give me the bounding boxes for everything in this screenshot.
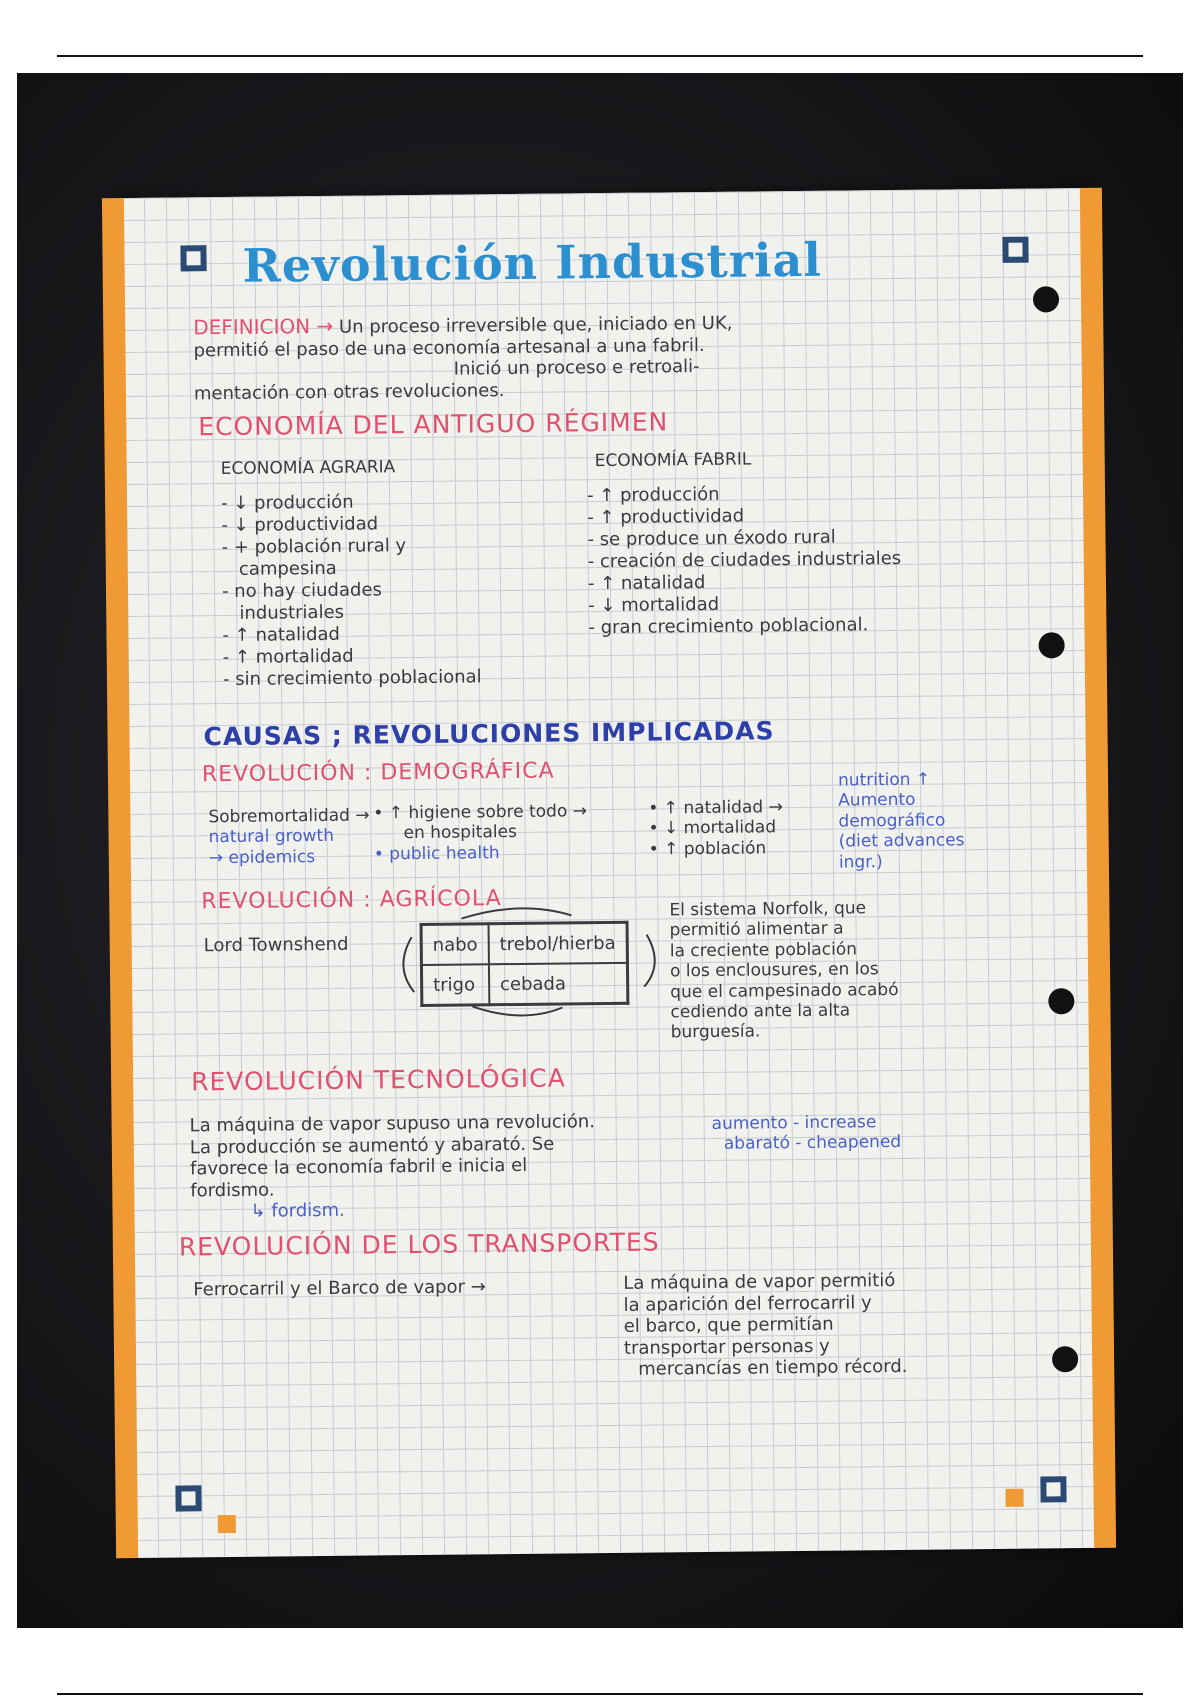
tecnologica-text xyxy=(190,1110,671,1223)
top-rule xyxy=(57,55,1143,57)
higiene-text: • ↑ higiene sobre todo → xyxy=(373,801,588,824)
list-item: industriales xyxy=(222,601,345,625)
transportes-right xyxy=(623,1269,964,1381)
vocab-notes xyxy=(712,1112,902,1155)
table-row xyxy=(421,963,627,1006)
text-line: el barco, que permitían xyxy=(623,1313,834,1338)
page-title: Revolución Industrial xyxy=(242,232,823,293)
list-item: - ↑ natalidad xyxy=(587,571,706,595)
punch-hole xyxy=(1048,988,1074,1014)
list-item: - no hay ciudades xyxy=(221,579,382,603)
punch-hole xyxy=(1033,286,1059,312)
section-heading-transportes: REVOLUCIÓN DE LOS TRANSPORTES xyxy=(178,1227,660,1262)
list-item: campesina xyxy=(221,557,337,581)
table-cell: trigo xyxy=(421,964,489,1005)
left-orange-margin xyxy=(102,198,138,1558)
norfolk-line: la creciente población xyxy=(669,939,858,962)
table-cell: nabo xyxy=(421,924,489,965)
definition-line-1: Un proceso irreversible que, iniciado en UK, xyxy=(338,312,733,338)
punch-hole xyxy=(1052,1346,1078,1372)
natural-growth-note: natural growth xyxy=(208,826,335,848)
definition-line-3: Inició un proceso e retroali- xyxy=(453,356,700,380)
economia-fabril-label: ECONOMÍA FABRIL xyxy=(594,449,752,472)
list-item: - ↓ producción xyxy=(220,491,354,515)
corner-mark-icon xyxy=(180,245,206,271)
lord-townshend: Lord Townshend xyxy=(203,933,349,957)
list-item: - gran crecimiento poblacional. xyxy=(588,614,869,639)
definition-line-2: permitió el paso de una economía artesanal a una fabril. xyxy=(193,334,705,361)
economia-agraria-list xyxy=(221,490,482,691)
definition-label: DEFINICION → xyxy=(193,313,334,340)
definition-line-4: mentación con otras revoluciones. xyxy=(193,379,505,405)
norfolk-line: permitió alimentar a xyxy=(669,918,844,941)
section-heading-causas: CAUSAS ; REVOLUCIONES IMPLICADAS xyxy=(203,716,775,752)
hospitales-text: en hospitales xyxy=(403,822,517,844)
text-line: La máquina de vapor permitió xyxy=(623,1270,896,1294)
norfolk-line: El sistema Norfolk, que xyxy=(669,898,867,921)
list-item: • ↑ población xyxy=(648,838,767,860)
norfolk-line: cediendo ante la alta xyxy=(670,1000,851,1023)
demografica-col-4 xyxy=(838,769,989,873)
vocab-line: aumento - increase xyxy=(711,1112,877,1134)
economia-agraria-label: ECONOMÍA AGRARIA xyxy=(220,457,396,480)
notebook-sheet xyxy=(122,188,1096,1558)
subheading-demografica: REVOLUCIÓN : DEMOGRÁFICA xyxy=(201,758,555,788)
norfolk-description xyxy=(669,897,990,1043)
epidemics-note: → epidemics xyxy=(208,846,316,868)
table-row xyxy=(421,922,627,965)
nutrition-note: nutrition ↑ xyxy=(837,769,931,791)
list-item: • ↑ natalidad → xyxy=(648,797,783,819)
bottom-rule xyxy=(57,1693,1143,1695)
text-line: transportar personas y xyxy=(623,1335,830,1359)
table-cell: trebol/hierba xyxy=(488,922,627,964)
list-item: - se produce un éxodo rural xyxy=(587,526,836,551)
economia-fabril-list xyxy=(587,482,902,639)
photo-background xyxy=(17,73,1183,1628)
punch-hole xyxy=(1039,632,1065,658)
public-health-note: • public health xyxy=(373,842,500,865)
orange-square-icon xyxy=(1005,1489,1023,1507)
demografica-col-2 xyxy=(373,801,587,864)
transportes-left: Ferrocarril y el Barco de vapor → xyxy=(193,1276,486,1301)
list-item: - ↓ productividad xyxy=(221,513,379,537)
list-item: - ↑ productividad xyxy=(587,505,745,529)
norfolk-line: que el campesinado acabó xyxy=(670,979,899,1002)
text-line: la aparición del ferrocarril y xyxy=(623,1291,872,1316)
orange-square-icon xyxy=(218,1515,236,1533)
list-item: - ↑ producción xyxy=(586,483,720,507)
list-item: - + población rural y xyxy=(221,535,407,559)
right-orange-margin xyxy=(1080,188,1116,1548)
norfolk-rotation-table xyxy=(420,921,630,1007)
norfolk-line: o los enclousures, en los xyxy=(669,959,879,982)
aumento-demografico: Aumento demográfico xyxy=(838,790,946,832)
text-line: mercancías en tiempo récord. xyxy=(638,1356,908,1381)
demografica-col-3 xyxy=(648,797,783,860)
corner-mark-icon xyxy=(1040,1476,1066,1502)
corner-mark-icon xyxy=(175,1485,201,1511)
norfolk-line: burguesía. xyxy=(670,1021,761,1043)
vocab-line: abarató - cheapened xyxy=(723,1132,902,1155)
text-line: favorece la economía fabril e inicia el xyxy=(189,1155,528,1180)
sobremortalidad-text: Sobremortalidad → xyxy=(208,805,370,828)
table-cell: cebada xyxy=(489,963,628,1005)
diet-advances-note: (diet advances ingr.) xyxy=(838,830,965,873)
list-item: - creación de ciudades industriales xyxy=(587,547,902,573)
text-line: La producción se aumentó y abarató. Se xyxy=(189,1133,555,1158)
corner-mark-icon xyxy=(1002,237,1028,263)
list-item: - ↑ natalidad xyxy=(222,623,341,647)
text-line: fordismo. xyxy=(190,1179,275,1202)
list-item: - ↑ mortalidad xyxy=(222,645,354,669)
fordism-note: ↳ fordism. xyxy=(250,1200,345,1223)
section-heading-tecnologica: REVOLUCIÓN TECNOLÓGICA xyxy=(191,1063,566,1097)
list-item: - sin crecimiento poblacional xyxy=(222,666,482,691)
definition-block xyxy=(193,308,914,405)
text-line: La máquina de vapor supuso una revolución. xyxy=(189,1111,596,1137)
demografica-col-1 xyxy=(208,806,370,869)
list-item: - ↓ mortalidad xyxy=(588,593,720,617)
section-heading-antiguo-regimen: ECONOMÍA DEL ANTIGUO RÉGIMEN xyxy=(198,407,669,442)
subheading-agricola: REVOLUCIÓN : AGRÍCOLA xyxy=(201,886,502,915)
list-item: • ↓ mortalidad xyxy=(648,817,777,839)
